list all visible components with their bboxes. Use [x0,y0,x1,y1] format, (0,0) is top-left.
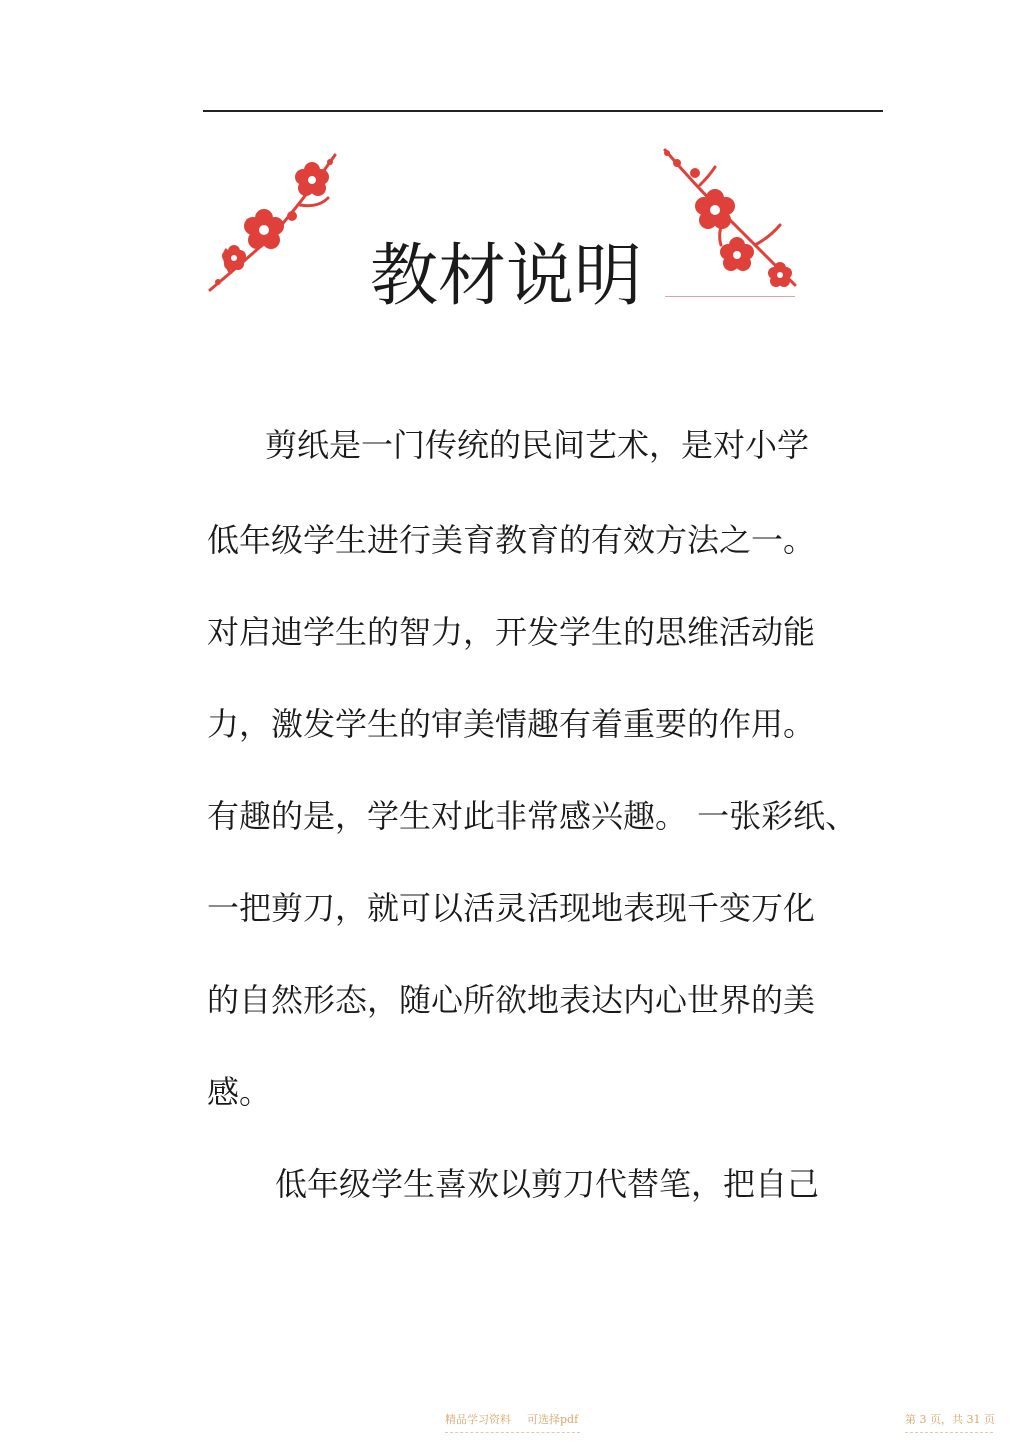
plum-blossom-right-icon [655,145,805,295]
page-number: 第 3 页，共 31 页 [905,1408,993,1433]
paragraph-line: 对启迪学生的智力，开发学生的思维活动能 [207,613,816,651]
paragraph-line: 有趣的是，学生对此非常感兴趣。 一张彩纸、 [207,797,858,835]
footer-watermark [445,1408,580,1433]
paragraph-line: 力，激发学生的审美情趣有着重要的作用。 [207,705,816,743]
footer-label: 精品学习资料 [445,1413,511,1426]
paragraph-line: 一把剪刀，就可以活灵活现地表现千变万化 [207,889,816,927]
header-rule [203,110,883,112]
footer-label: 可选择pdf [527,1413,579,1426]
paragraph-line: 的自然形态，随心所欲地表达内心世界的美 [207,981,816,1019]
paragraph-line: 低年级学生进行美育教育的有效方法之一。 [207,521,816,559]
paragraph-line: 剪纸是一门传统的民间艺术，是对小学 [265,426,810,464]
paragraph-line: 感。 [207,1073,272,1111]
title-underline [665,296,795,297]
plum-blossom-left-icon [200,150,350,295]
paragraph-line: 低年级学生喜欢以剪刀代替笔，把自己 [275,1165,820,1203]
page-title: 教材说明 [370,237,643,316]
